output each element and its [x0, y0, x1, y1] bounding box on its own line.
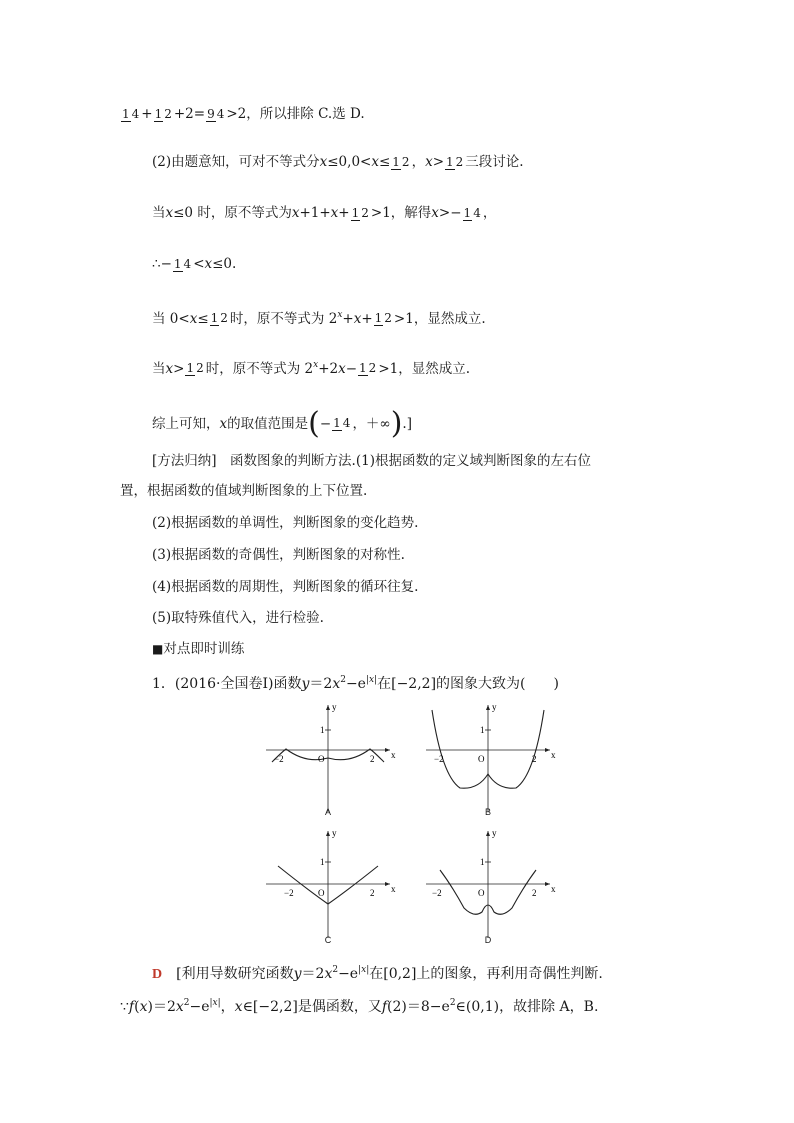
y-axis-label: y: [332, 828, 337, 838]
fraction: 1 4: [333, 416, 351, 430]
question-1: 1．(2016·全国卷Ⅰ)函数$y=2x^2-e^{|x|}$在[−2,2]的图象大致为( ): [152, 675, 559, 692]
svg-text:O: O: [318, 754, 325, 764]
option-label-d: D: [484, 935, 492, 945]
practice-heading: ■对点即时训练: [152, 641, 245, 657]
answer-letter: D: [152, 966, 163, 982]
svg-text:2: 2: [370, 754, 375, 764]
x-axis-label: x: [551, 884, 556, 894]
svg-text:−2: −2: [432, 888, 442, 898]
svg-text:2: 2: [370, 888, 375, 898]
x-axis-label: x: [551, 750, 556, 760]
y-axis-label: y: [332, 702, 337, 712]
svg-text:1: 1: [320, 857, 325, 867]
fraction-9-4: 9 4: [207, 106, 225, 121]
graph-option-a[interactable]: [258, 700, 398, 822]
x-axis-label: x: [391, 884, 396, 894]
graph-c-svg: [258, 826, 398, 948]
answer-line-1: D [利用导数研究函数$y=2x^2-e^{|x|}$在[0,2]上的图象，再利用奇偶性判断.: [152, 960, 794, 985]
fraction: 1 2: [359, 361, 377, 375]
svg-text:−2: −2: [274, 754, 284, 764]
graph-option-b[interactable]: [418, 700, 558, 822]
method-summary-line-1: [方法归纳] 函数图象的判断方法.(1)根据函数的定义域判断图象的左右位: [152, 453, 591, 469]
fraction-1-2: 1 2: [154, 106, 172, 121]
fraction: 1 2: [210, 311, 228, 325]
svg-text:1: 1: [480, 857, 485, 867]
svg-text:−2: −2: [434, 754, 444, 764]
option-label-c: C: [324, 935, 332, 945]
graph-option-c[interactable]: [258, 826, 398, 948]
line-1: 1 4 + 1 2 +2= 9 4 >2，所以排除 C.选 D.: [122, 106, 365, 122]
line-5: 当 0<x≤ 1 2 时，原不等式为 $2^x+x+ 1$ 2 >1，显然成立.: [152, 310, 486, 327]
svg-text:−2: −2: [284, 888, 294, 898]
fraction: 1 4: [463, 205, 481, 220]
svg-text:1: 1: [320, 725, 325, 735]
method-label: [方法归纳]: [152, 453, 217, 469]
option-label-b: B: [484, 807, 491, 817]
graph-option-d[interactable]: [418, 826, 558, 948]
fraction: 1 4: [173, 256, 192, 271]
method-item-2: (2)根据函数的单调性，判断图象的变化趋势.: [152, 515, 419, 531]
graph-b-svg: [418, 700, 558, 822]
graph-d-svg: [418, 826, 558, 948]
svg-text:O: O: [478, 754, 485, 764]
fraction: 1 2: [186, 361, 204, 375]
option-label-a: A: [324, 807, 331, 817]
fraction: 1 2: [392, 154, 410, 169]
line-7: 综上可知，x的取值范围是(− 1 4 ，＋∞).]: [152, 406, 412, 441]
line-6: 当x> 1 2 时，原不等式为 $2^x+2x- 1$ 2 >1，显然成立.: [152, 360, 471, 377]
y-axis-label: y: [492, 828, 497, 838]
line-4: ∴− 1 4 <x≤0.: [152, 256, 237, 272]
svg-text:2: 2: [532, 754, 537, 764]
fraction: 1 2: [351, 205, 369, 220]
svg-text:1: 1: [480, 725, 485, 735]
square-bullet-icon: ■: [152, 642, 164, 656]
svg-text:O: O: [478, 888, 485, 898]
line-2: (2)由题意知，可对不等式分x≤0,0<x≤ 1 2 ，x> 1 2 三段讨论.: [152, 154, 524, 170]
fraction: 1 2: [446, 154, 464, 169]
line-3: 当x≤0 时，原不等式为x+1+x+ 1 2 >1，解得x>− 1 4 ，: [152, 205, 497, 221]
method-summary-line-2: 置，根据函数的值域判断图象的上下位置.: [120, 483, 368, 499]
x-axis-label: x: [391, 750, 396, 760]
y-axis-label: y: [492, 702, 497, 712]
svg-text:2: 2: [532, 888, 537, 898]
method-item-4: (4)根据函数的周期性，判断图象的循环往复.: [152, 579, 419, 595]
fraction-1-4: 1 4: [122, 106, 140, 121]
svg-text:O: O: [318, 888, 325, 898]
graph-a-svg: [258, 700, 398, 822]
method-item-5: (5)取特殊值代入，进行检验.: [152, 610, 324, 626]
method-item-3: (3)根据函数的奇偶性，判断图象的对称性.: [152, 547, 405, 563]
answer-line-2: $\because f(x)=2x^2-e^{|x|}$，x∈[−2,2]是偶函数，又$f(2)=8-e^2\in(0,1)$，故排除 A，B.: [120, 998, 599, 1015]
fraction: 1 2: [374, 311, 392, 325]
